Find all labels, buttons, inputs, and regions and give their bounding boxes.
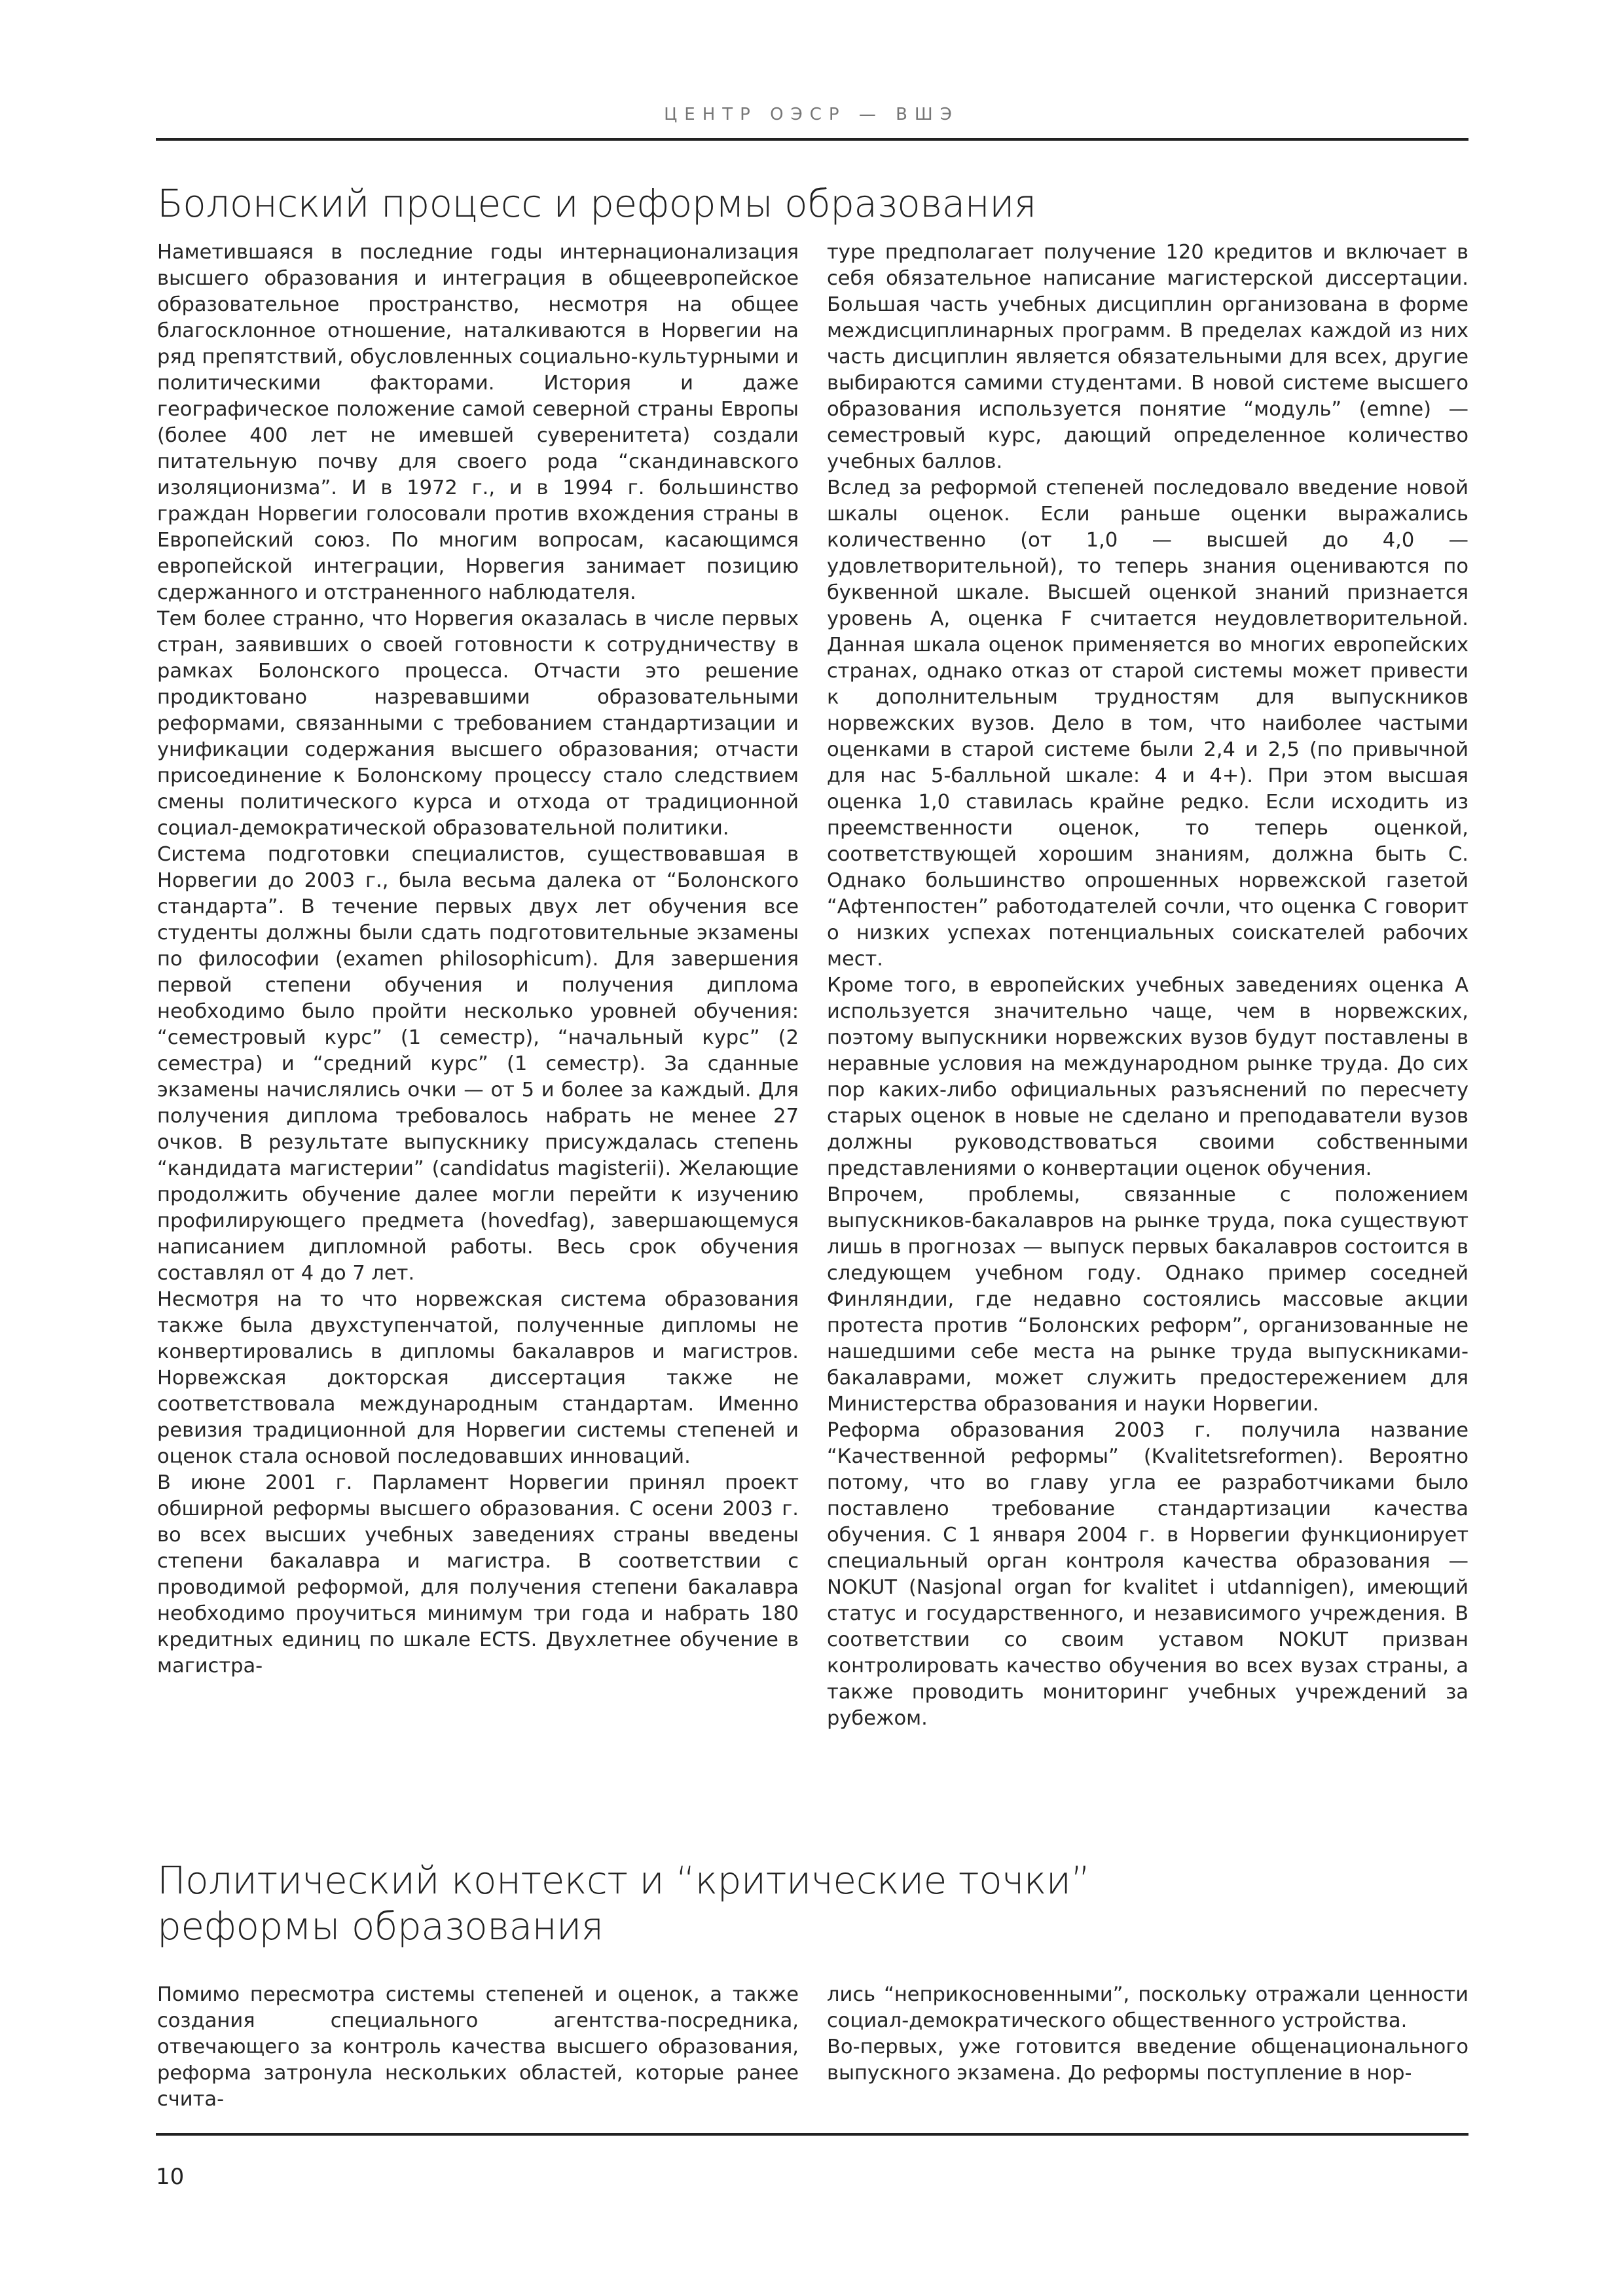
footer-rule: [156, 2133, 1468, 2136]
section1-column-right: [827, 240, 1468, 1732]
paragraph: Вслед за реформой степеней последовало введение новой шкалы оценок. Если раньше оценки выражались количественно (от 1,0 — высшей до 4,0 — удовлетворительной), то теперь знания оцениваются по буквенной шкале. Высшей оценкой знаний признается уровень А, оценка F считается неудовлетворительной. Данная шкала оценок применяется во многих европейских странах, однако отказ от старой системы может привести к дополнительным трудностям для выпускников норвежских вузов. Дело в том, что наиболее частыми оценками в старой системе были 2,4 и 2,5 (по привычной для нас 5-балльной шкале: 4 и 4+). При этом высшая оценка 1,0 ставилась крайне редко. Если исходить из преемственности оценок, то теперь оценкой, соответствующей хорошим знаниям, должна быть С. Однако большинство опрошенных норвежской газетой “Афтенпостен” работодателей сочли, что оценка С говорит о низких успехах потенциальных соискателей рабочих мест.: [827, 476, 1468, 971]
paragraph: лись “неприкосновенными”, поскольку отражали ценности социал-демократического общественного устройства.: [827, 1983, 1468, 2032]
section2-column-right: [827, 1982, 1468, 2087]
section-title-line: Политический контекст и “критические точки”: [157, 1858, 1091, 1903]
paragraph: Реформа образования 2003 г. получила название “Качественной реформы” (Kvalitetsreformen). Вероятно потому, что во главу угла ее разработчиками было поставлено требование стандартизации качества обучения. С 1 января 2004 г. в Норвегии функционирует специальный орган контроля качества образования — NOKUT (Nasjonal organ for kvalitet i utdannigen), имеющий статус и государственного, и независимого учреждения. В соответствии со своим уставом NOKUT призван контролировать качество обучения во всех вузах страны, а также проводить мониторинг учебных учреждений за рубежом.: [827, 1419, 1468, 1730]
header-rule: [156, 138, 1468, 141]
paragraph: В июне 2001 г. Парламент Норвегии принял проект обширной реформы высшего образования. С осени 2003 г. во всех высших учебных заведениях страны введены степени бакалавра и магистра. В соответствии с проводимой реформой, для получения степени бакалавра необходимо проучиться минимум три года и набрать 180 кредитных единиц по шкале ECTS. Двухлетнее обучение в магистра-: [157, 1471, 799, 1677]
section2-column-left: [157, 1982, 799, 2113]
section-title-bologna: Болонский процесс и реформы образования: [157, 181, 1036, 226]
paragraph: Во-первых, уже готовится введение общенационального выпускного экзамена. До реформы поступление в нор-: [827, 2036, 1468, 2085]
paragraph: Несмотря на то что норвежская система образования также была двухступенчатой, полученные дипломы не конвертировались в дипломы бакалавров и магистров. Норвежская докторская диссертация также не соответствовала международным стандартам. Именно ревизия традиционной для Норвегии системы степеней и оценок стала основой последовавших инноваций.: [157, 1288, 799, 1468]
running-head: ЦЕНТР ОЭСР — ВШЭ: [664, 105, 959, 124]
section-title-line: реформы образования: [157, 1904, 604, 1948]
section-title-political-context: [157, 1857, 1090, 1949]
paragraph: туре предполагает получение 120 кредитов и включает в себя обязательное написание магистерской диссертации. Большая часть учебных дисциплин организована в форме междисциплинарных программ. В пределах каждой из них часть дисциплин является обязательными для всех, другие выбираются самими студентами. В новой системе высшего образования используется понятие “модуль” (emne) — семестровый курс, дающий определенное количество учебных баллов.: [827, 241, 1468, 473]
paragraph: Система подготовки специалистов, существовавшая в Норвегии до 2003 г., была весьма далека от “Болонского стандарта”. В течение первых двух лет обучения все студенты должны были сдать подготовительные экзамены по философии (examen philosophicum). Для завершения первой степени обучения и получения диплома необходимо было пройти несколько уровней обучения: “семестровый курс” (1 семестр), “начальный курс” (2 семестра) и “средний курс” (1 семестр). За сданные экзамены начислялись очки — от 5 и более за каждый. Для получения диплома требовалось набрать не менее 27 очков. В результате выпускнику присуждалась степень “кандидата магистерии” (candidatus magisterii). Желающие продолжить обучение далее могли перейти к изучению профилирующего предмета (hovedfag), завершающемуся написанием дипломной работы. Весь срок обучения составлял от 4 до 7 лет.: [157, 843, 799, 1285]
section1-column-left: [157, 240, 799, 1679]
paragraph: Впрочем, проблемы, связанные с положением выпускников-бакалавров на рынке труда, пока существуют лишь в прогнозах — выпуск первых бакалавров состоится в следующем учебном году. Однако пример соседней Финляндии, где недавно состоялись массовые акции протеста против “Болонских реформ”, организованные не нашедшими себе места на рынке труда выпускниками-бакалаврами, может служить предостережением для Министерства образования и науки Норвегии.: [827, 1183, 1468, 1416]
paragraph: Помимо пересмотра системы степеней и оценок, а также создания специального агентства-посредника, отвечающего за контроль качества высшего образования, реформа затронула нескольких областей, которые ранее счита-: [157, 1983, 799, 2111]
paragraph: Наметившаяся в последние годы интернационализация высшего образования и интеграция в общеевропейское образовательное пространство, несмотря на общее благосклонное отношение, наталкиваются в Норвегии на ряд препятствий, обусловленных социально-культурными и политическими факторами. История и даже географическое положение самой северной страны Европы (более 400 лет не имевшей суверенитета) создали питательную почву для своего рода “скандинавского изоляционизма”. И в 1972 г., и в 1994 г. большинство граждан Норвегии голосовали против вхождения страны в Европейский союз. По многим вопросам, касающимся европейской интеграции, Норвегия занимает позицию сдержанного и отстраненного наблюдателя.: [157, 241, 799, 604]
page-number: 10: [156, 2164, 185, 2190]
paragraph: Кроме того, в европейских учебных заведениях оценка А используется значительно чаще, чем в норвежских, поэтому выпускники норвежских вузов будут поставлены в неравные условия на международном рынке труда. До сих пор каких-либо официальных разъяснений по пересчету старых оценок в новые не сделано и преподаватели вузов должны руководствоваться своими собственными представлениями о конвертации оценок обучения.: [827, 974, 1468, 1180]
paragraph: Тем более странно, что Норвегия оказалась в числе первых стран, заявивших о своей готовности к сотрудничеству в рамках Болонского процесса. Отчасти это решение продиктовано назревавшими образовательными реформами, связанными с требованием стандартизации и унификации содержания высшего образования; отчасти присоединение к Болонскому процессу стало следствием смены политического курса и отхода от традиционной социал-демократической образовательной политики.: [157, 607, 799, 840]
